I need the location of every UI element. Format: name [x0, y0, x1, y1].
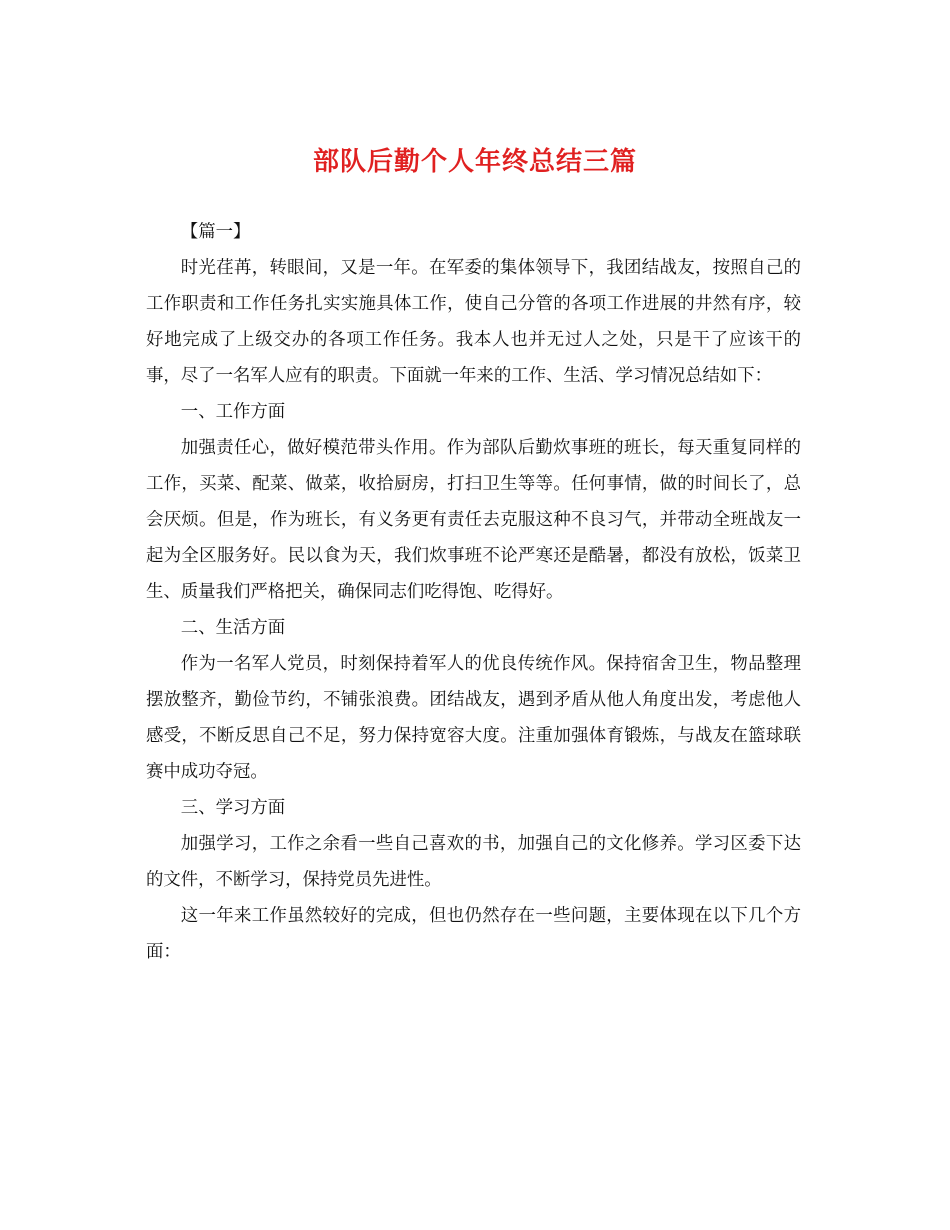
section-heading-work: 一、工作方面	[180, 402, 286, 422]
closing-paragraph: 这一年来工作虽然较好的完成，但也仍然存在一些问题，主要体现在以下几个方面：	[146, 906, 801, 962]
section-heading-life: 二、生活方面	[180, 618, 286, 638]
section-text-life: 作为一名军人党员，时刻保持着军人的优良传统作风。保持宿舍卫生，物品整理摆放整齐，勤俭节约，不铺张浪费。团结战友，遇到矛盾从他人角度出发，考虑他人感受，不断反思自己不足，努力保持宽容大度。注重加强体育锻炼，与战友在篮球联赛中成功夺冠。	[146, 654, 801, 782]
section-text-work: 加强责任心，做好模范带头作用。作为部队后勤炊事班的班长，每天重复同样的工作，买菜、配菜、做菜，收拾厨房，打扫卫生等等。任何事情，做的时间长了，总会厌烦。但是，作为班长，有义务更有责任去克服这种不良习气，并带动全班战友一起为全区服务好。民以食为天，我们炊事班不论严寒还是酷暑，都没有放松，饭菜卫生、质量我们严格把关，确保同志们吃得饱、吃得好。	[146, 438, 801, 602]
intro-paragraph: 时光荏苒，转眼间，又是一年。在军委的集体领导下，我团结战友，按照自己的工作职责和工作任务扎实实施具体工作，使自己分管的各项工作进展的井然有序，较好地完成了上级交办的各项工作任务。我本人也并无过人之处，只是干了应该干的事，尽了一名军人应有的职责。下面就一年来的工作、生活、学习情况总结如下：	[146, 258, 801, 386]
section-heading-study: 三、学习方面	[180, 798, 286, 818]
section-text-study: 加强学习，工作之余看一些自己喜欢的书，加强自己的文化修养。学习区委下达的文件，不断学习，保持党员先进性。	[146, 834, 801, 890]
document-body	[146, 214, 801, 970]
section-marker: 【篇一】	[180, 222, 251, 242]
document-title: 部队后勤个人年终总结三篇	[312, 147, 637, 177]
